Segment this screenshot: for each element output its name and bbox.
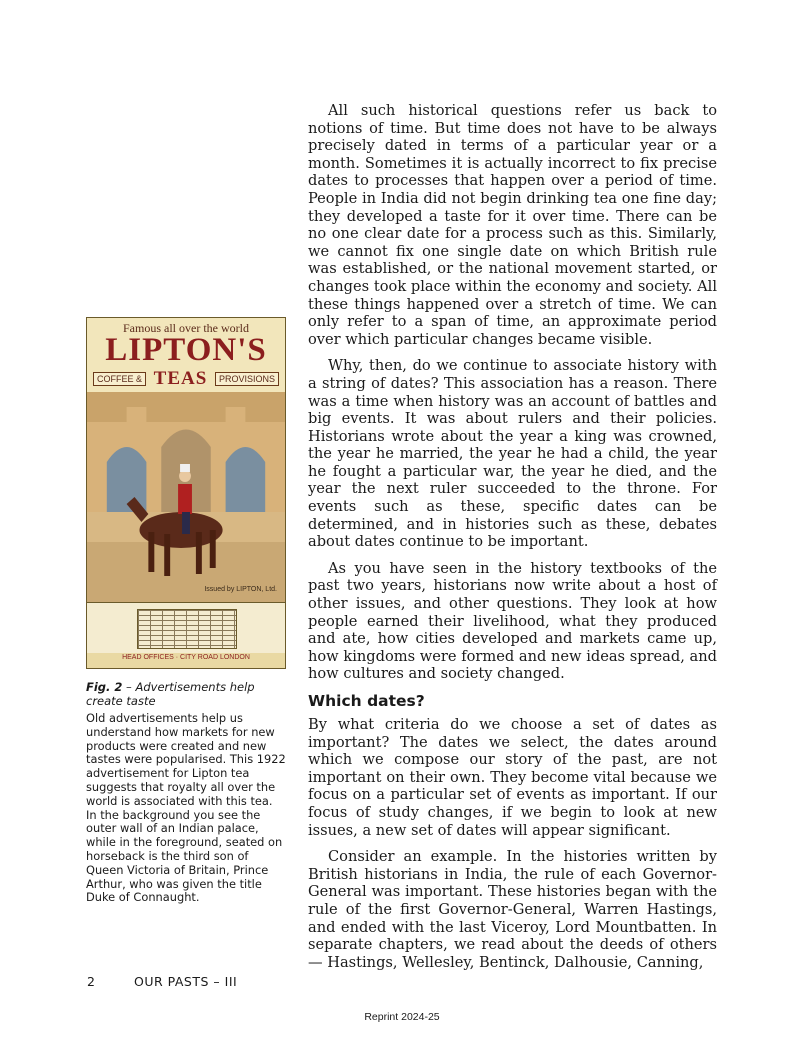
lipton-advertisement-image <box>86 317 286 669</box>
ad-issued-by: Issued by LIPTON, Ltd. <box>204 586 277 593</box>
main-text-column <box>308 102 717 980</box>
ad-product-row <box>93 369 279 389</box>
figure-label: Fig. 2 <box>86 680 123 694</box>
ad-calendar <box>87 602 285 653</box>
palace-horseman-illustration <box>87 392 285 602</box>
ad-provisions-box: PROVISIONS <box>215 372 279 386</box>
reprint-note: Reprint 2024-25 <box>364 1011 440 1023</box>
ad-brand: LIPTON'S <box>105 332 267 368</box>
body-paragraph: Consider an example. In the histories written by British historians in India, the rule of each Governor-General was important. These histories began with the rule of the first Governor-General, Warren Hastings, and ended with the last Viceroy, Lord Mountbatten. In separate chapters, we read about the deeds of others — Hastings, Wellesley, Bentinck, Dalhousie, Canning, <box>308 848 717 971</box>
figure-caption: Old advertisements help us understand how markets for new products were created and new tastes were popularised. This 1922 advertisement for Lipton tea suggests that royalty all over the world is associated with this tea. In the background you see the outer wall of an Indian palace, while in the foreground, seated on horseback is the third son of Queen Victoria of Britain, Prince Arthur, who was given the title Duke of Connaught. <box>86 711 286 905</box>
figure-title-text: – Advertisements help create taste <box>86 680 255 708</box>
body-paragraph: All such historical questions refer us back to notions of time. But time does not have to be always precisely dated in terms of a particular year or a month. Sometimes it is actually incorrect to fix precise dates to processes that happen over a period of time. People in India did not begin drinking tea one fine day; they developed a taste for it over time. There can be no one clear date for a process such as this. Similarly, we cannot fix one single date on which British rule was established, or the national movement started, or changes took place within the economy and society. All these things happened over a stretch of time. We can only refer to a span of time, an approximate period over which particular changes became visible. <box>308 102 717 348</box>
section-heading: Which dates? <box>308 692 425 710</box>
ad-footer: HEAD OFFICES · CITY ROAD LONDON <box>122 654 250 661</box>
body-paragraph: Why, then, do we continue to associate history with a string of dates? This association has a reason. There was a time when history was an account of battles and big events. It was about rulers and their policies. Historians wrote about the year a king was crowned, the year he married, the year he had a child, the year he fought a particular war, the year he died, and the year the next ruler succeeded to the throne. For events such as these, specific dates can be determined, and in histories such as these, debates about dates continue to be important. <box>308 357 717 551</box>
ad-header <box>87 318 285 392</box>
ad-coffee-box: COFFEE & <box>93 372 146 386</box>
ad-tagline: Famous all over the world <box>123 321 249 335</box>
body-paragraph: By what criteria do we choose a set of dates as important? The dates we select, the dates around which we compose our story of the past, are not important on their own. They become vital because we focus on a particular set of events as important. If our focus of study changes, if we begin to look at new issues, a new set of dates will appear significant. <box>308 716 717 839</box>
figure-title <box>86 680 286 708</box>
page-number: 2 <box>87 974 95 989</box>
body-paragraph: As you have seen in the history textbooks of the past two years, historians now write about a host of other issues, and other questions. They look at how people earned their livelihood, what they produced and ate, how cities developed and markets came up, how kingdoms were formed and new ideas spread, and how cultures and society changed. <box>308 559 717 683</box>
ad-teas: TEAS <box>153 368 208 389</box>
book-title: OUR PASTS – III <box>134 974 238 989</box>
calendar-grid <box>137 609 237 649</box>
